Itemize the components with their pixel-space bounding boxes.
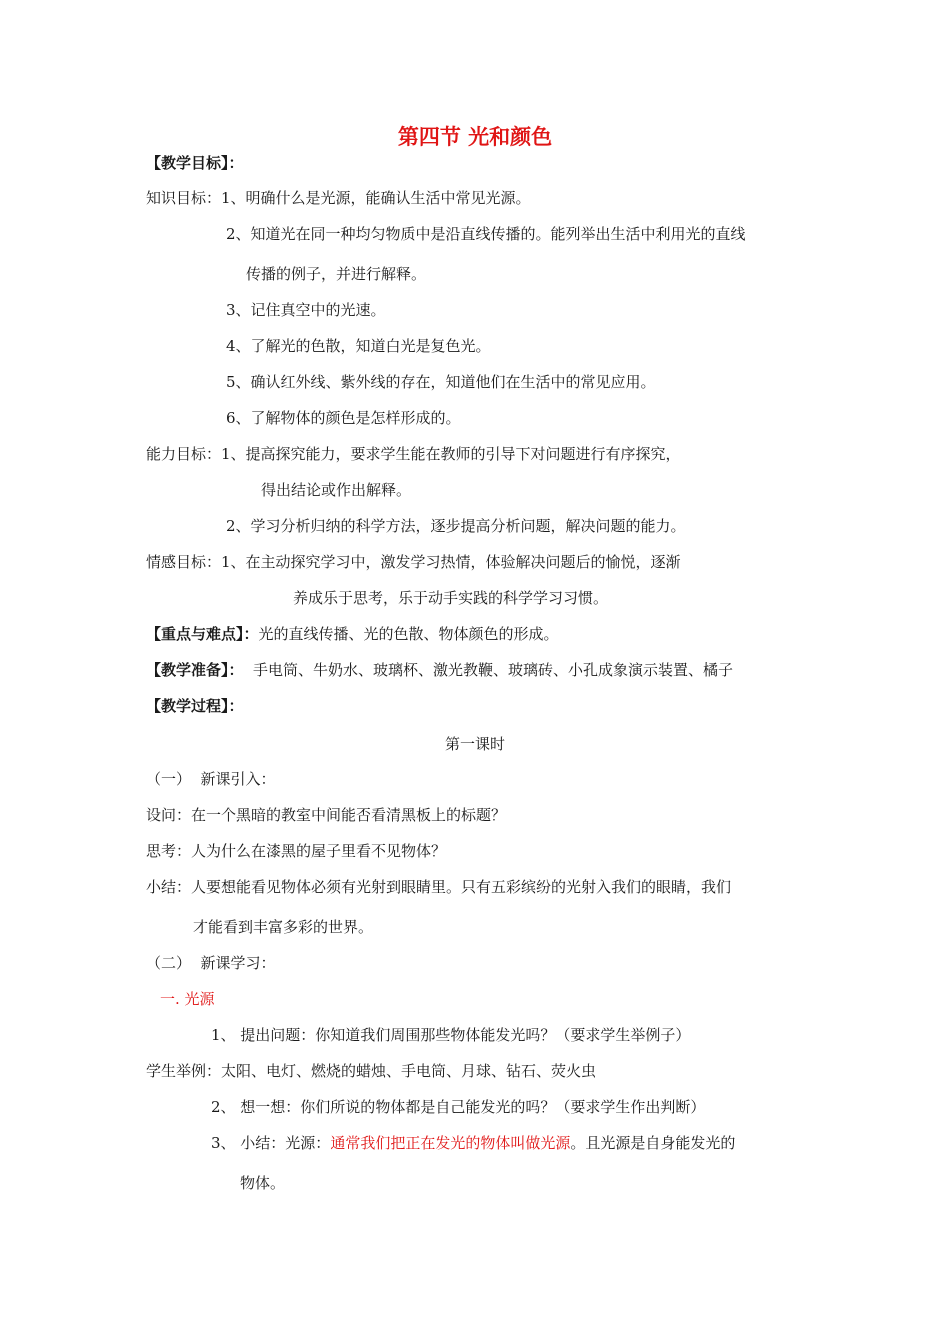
objectives-heading: 【教学目标】： <box>146 154 244 172</box>
ability-goal-line-1-cont: 得出结论或作出解释。 <box>261 481 412 499</box>
emotion-goal-line-1-cont: 养成乐于思考，乐于动手实践的科学学习习惯。 <box>293 589 609 607</box>
emotion-label: 情感目标： <box>146 553 222 571</box>
preparation: 【教学准备】： 手电筒、牛奶水、玻璃杯、激光教鞭、玻璃砖、小孔成象演示装置、橘子 <box>146 661 734 679</box>
part-two-heading: （二） 新课学习： <box>146 954 276 972</box>
key-points-heading: 【重点与难点】： <box>146 625 259 643</box>
thinking-line: 思考：人为什么在漆黑的屋子里看不见物体？ <box>146 842 447 860</box>
ability-goal-line-1: 能力目标：1、提高探究能力，要求学生能在教师的引导下对问题进行有序探究， <box>146 445 681 463</box>
section-light-source: 一. 光源 <box>160 990 215 1008</box>
question-line: 设问：在一个黑暗的教室中间能否看清黑板上的标题？ <box>146 806 507 824</box>
emotion-goal-line-1: 情感目标：1、在主动探究学习中，激发学习热情，体验解决问题后的愉悦，逐渐 <box>146 553 681 571</box>
definition-highlight: 通常我们把正在发光的物体叫做光源 <box>330 1134 571 1152</box>
key-points: 【重点与难点】：光的直线传播、光的色散、物体颜色的形成。 <box>146 625 559 643</box>
lesson-title: 第一课时 <box>444 735 505 753</box>
knowledge-goal-line-1: 知识目标：1、明确什么是光源，能确认生活中常见光源。 <box>146 189 531 207</box>
process-heading: 【教学过程】： <box>146 697 244 715</box>
knowledge-goal-line-3: 3、记住真空中的光速。 <box>226 301 386 319</box>
part-one-heading: （一） 新课引入： <box>146 770 276 788</box>
step-2: 2、 想一想：你们所说的物体都是自己能发光的吗？（要求学生作出判断） <box>211 1098 706 1116</box>
knowledge-label: 知识目标： <box>146 189 222 207</box>
student-examples: 学生举例：太阳、电灯、燃烧的蜡烛、手电筒、月球、钻石、荧火虫 <box>146 1062 597 1080</box>
knowledge-goal-line-5: 5、确认红外线、紫外线的存在，知道他们在生活中的常见应用。 <box>226 373 656 391</box>
knowledge-goal-line-2-cont: 传播的例子，并进行解释。 <box>246 265 427 283</box>
knowledge-goal-line-4: 4、了解光的色散，知道白光是复色光。 <box>226 337 491 355</box>
step-1: 1、 提出问题：你知道我们周围那些物体能发光吗？（要求学生举例子） <box>211 1026 691 1044</box>
preparation-heading: 【教学准备】： <box>146 661 244 679</box>
ability-goal-line-2: 2、学习分析归纳的科学方法，逐步提高分析问题，解决问题的能力。 <box>226 517 686 535</box>
knowledge-goal-line-2: 2、知道光在同一种均匀物质中是沿直线传播的。能列举出生活中利用光的直线 <box>226 225 746 243</box>
document-title: 第四节 光和颜色 <box>397 125 553 149</box>
ability-label: 能力目标： <box>146 445 222 463</box>
step-3-cont: 物体。 <box>240 1174 286 1192</box>
knowledge-goal-line-6: 6、了解物体的颜色是怎样形成的。 <box>226 409 461 427</box>
summary-line-cont: 才能看到丰富多彩的世界。 <box>193 918 374 936</box>
summary-line: 小结：人要想能看见物体必须有光射到眼睛里。只有五彩缤纷的光射入我们的眼睛，我们 <box>146 878 732 896</box>
step-3: 3、 小结：光源：通常我们把正在发光的物体叫做光源。且光源是自身能发光的 <box>211 1134 736 1152</box>
